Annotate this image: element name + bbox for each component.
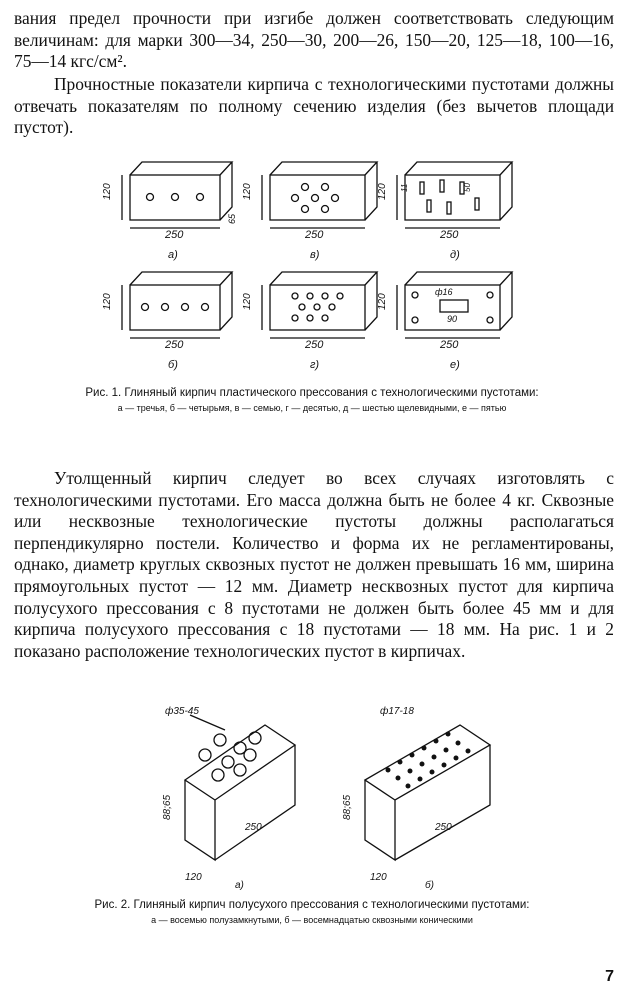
dim-slot-e: 90 — [447, 314, 458, 324]
dim-height-e: 120 — [377, 293, 388, 310]
brick-g-ten-holes — [242, 272, 377, 371]
fig2b-hole-dim: ф17-18 — [380, 706, 414, 717]
figure-1-caption-legend: а — тречья, б — четырьмя, в — семью, г — десятью, д — шестью щелевидными, е — пятью — [117, 403, 507, 413]
panel-label-b: б) — [168, 359, 178, 371]
fig2b-height: 88;65 — [342, 794, 353, 820]
dim-length-d: 250 — [440, 229, 459, 241]
figure-1 — [95, 150, 535, 378]
fig2b-width: 120 — [370, 872, 387, 883]
brick-2a-eight-holes — [162, 705, 295, 883]
dim-hole-e: ф16 — [435, 287, 453, 297]
brick-b-four-holes — [102, 272, 232, 371]
dim-width-a: 65 — [227, 213, 237, 224]
panel-label-e: е) — [450, 359, 460, 371]
fig2-panel-label-a: а) — [235, 880, 244, 890]
dim-length-a: 250 — [165, 229, 184, 241]
brick-e-five-holes — [377, 272, 512, 371]
fig2a-height: 88;65 — [162, 794, 173, 820]
dim-height-a: 120 — [102, 183, 113, 200]
figure-2-caption-title: Рис. 2. Глиняный кирпич полусухого прессования с технологическими пустотами: — [94, 899, 530, 911]
brick-a-three-holes — [102, 162, 237, 261]
panel-label-a: а) — [168, 249, 178, 261]
dim-height-b: 120 — [102, 293, 113, 310]
paragraph-3: Утолщенный кирпич следует во всех случаях изготовлять с технологическими пустотами. Его масса должна быть не более 4 кг. Сквозные или несквозные технологические пустоты должны располагаться перпендикулярно постели. Количество и форма их не регламентированы, однако, диаметр круглых сквозных пустот не должен превышать 16 мм, ширина прямоугольных пустот — 12 мм. Диаметр несквозных пустот для кирпича полусухого прессования с 8 пустотами не должен быть более 45 мм и для кирпича полусухого прессования с 18 пустотами — 18 мм. На рис. 1 и 2 показано расположение технологических пустот в кирпичах. — [14, 468, 614, 661]
fig2b-length: 250 — [435, 822, 452, 833]
dim-height-g: 120 — [242, 293, 253, 310]
panel-label-d: д) — [450, 249, 460, 261]
figure-1-caption — [62, 386, 562, 414]
dim-length-e: 250 — [440, 339, 459, 351]
brick-2b-eighteen-holes — [342, 705, 490, 883]
figure-2 — [130, 700, 540, 890]
figure-2-caption-legend: а — восемью полузамкнутыми, б — восемнадцатью сквозными коническими — [151, 915, 473, 925]
dim-slot-length-d: 50 — [463, 183, 472, 192]
dim-length-v: 250 — [305, 229, 324, 241]
fig2a-width: 120 — [185, 872, 202, 883]
brick-d-six-slots — [377, 162, 512, 261]
dim-height-v: 120 — [242, 183, 253, 200]
figure-1-caption-title: Рис. 1. Глиняный кирпич пластического прессования с технологическими пустотами: — [85, 387, 539, 399]
dim-slot-d: 11 — [400, 183, 409, 192]
dim-length-b: 250 — [165, 339, 184, 351]
fig2-panel-label-b: б) — [425, 880, 434, 890]
fig2a-hole-dim: ф35-45 — [165, 706, 199, 717]
paragraph-2: Прочностные показатели кирпича с технологическими пустотами должны отвечать показателям по полному сечению изделия (без вычетов площади пустот). — [14, 74, 614, 138]
dim-length-g: 250 — [305, 339, 324, 351]
dim-height-d: 120 — [377, 183, 388, 200]
paragraph-1: вания предел прочности при изгибе должен соответствовать следующим величинам: для марки 300—34, 250—30, 200—26, 150—20, 125—18, 100—16, 75—14 кгс/см². — [14, 8, 614, 72]
panel-label-g: г) — [310, 359, 320, 371]
panel-label-v: в) — [310, 249, 320, 261]
page-number: 7 — [605, 968, 614, 985]
brick-v-seven-holes — [242, 162, 377, 261]
fig2a-length: 250 — [245, 822, 262, 833]
figure-2-caption — [62, 898, 562, 926]
